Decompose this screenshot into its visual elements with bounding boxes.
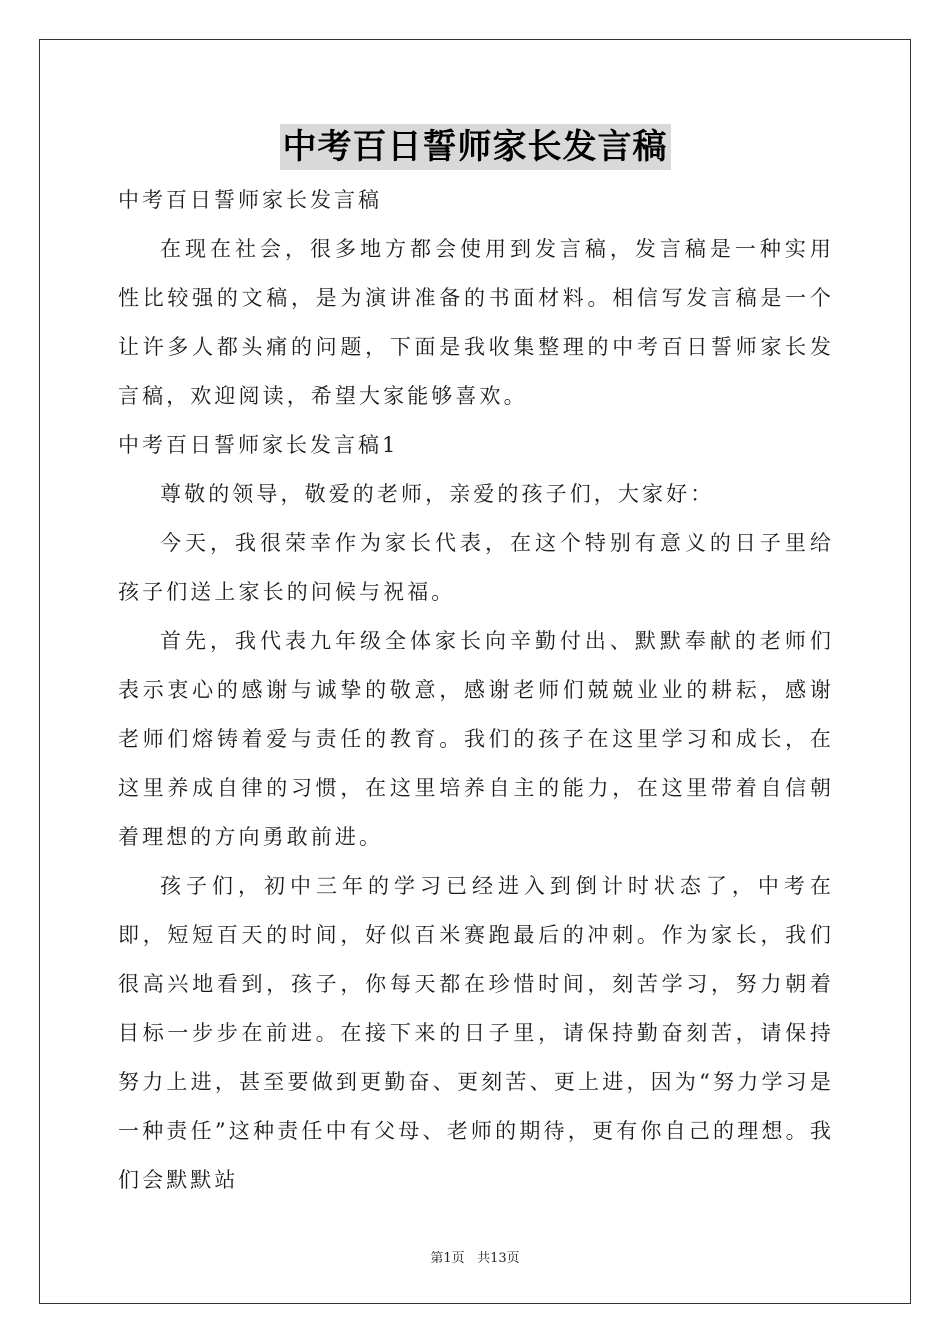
body-paragraph: 尊敬的领导，敬爱的老师，亲爱的孩子们，大家好： <box>160 482 715 506</box>
section-heading: 中考百日誓师家长发言稿1 <box>118 433 399 457</box>
page-total: 共13页 <box>477 1251 520 1266</box>
document-body <box>118 176 834 1205</box>
body-paragraph: 今天，我很荣幸作为家长代表，在这个特别有意义的日子里给孩子们送上家长的问候与祝福。 <box>118 531 834 604</box>
page-number: 第1页 <box>430 1251 465 1266</box>
document-subtitle: 中考百日誓师家长发言稿 <box>118 188 382 212</box>
title-container <box>0 124 950 170</box>
body-paragraph: 首先，我代表九年级全体家长向辛勤付出、默默奉献的老师们表示衷心的感谢与诚挚的敬意，感谢老师们兢兢业业的耕耘，感谢老师们熔铸着爱与责任的教育。我们的孩子在这里学习和成长，在这里养成自律的习惯，在这里培养自主的能力，在这里带着自信朝着理想的方向勇敢前进。 <box>118 629 834 849</box>
intro-paragraph: 在现在社会，很多地方都会使用到发言稿，发言稿是一种实用性比较强的文稿，是为演讲准备的书面材料。相信写发言稿是一个让许多人都头痛的问题，下面是我收集整理的中考百日誓师家长发言稿，欢迎阅读，希望大家能够喜欢。 <box>118 237 834 408</box>
document-title: 中考百日誓师家长发言稿 <box>280 124 671 170</box>
page-footer <box>0 1247 950 1266</box>
body-paragraph: 孩子们，初中三年的学习已经进入到倒计时状态了，中考在即，短短百天的时间，好似百米赛跑最后的冲刺。作为家长，我们很高兴地看到，孩子，你每天都在珍惜时间，刻苦学习，努力朝着目标一步步在前进。在接下来的日子里，请保持勤奋刻苦，请保持努力上进，甚至要做到更勤奋、更刻苦、更上进，因为“努力学习是一种责任”这种责任中有父母、老师的期待，更有你自己的理想。我们会默默站 <box>118 874 834 1192</box>
